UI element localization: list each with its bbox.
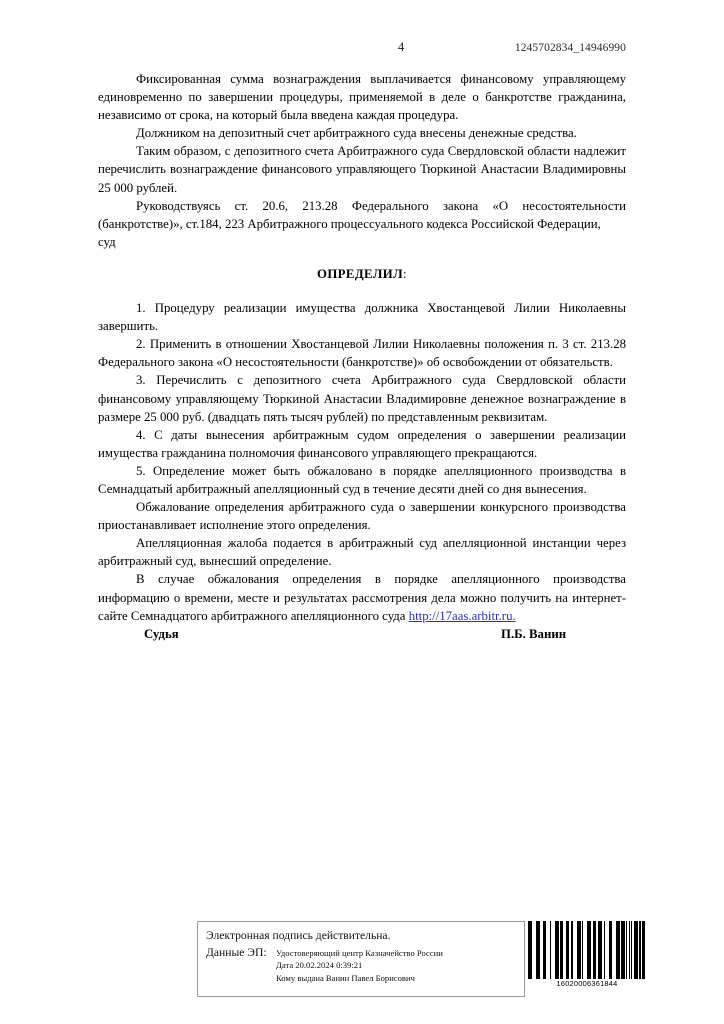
barcode-number: 16020006361844 bbox=[556, 979, 618, 988]
ruling-item-1: 1. Процедуру реализации имущества должника Хвостанцевой Лилии Николаевны завершить. bbox=[98, 301, 626, 334]
signature-title: Судья bbox=[144, 627, 179, 641]
stamp-authority: Удостоверяющий центр Казначейство России bbox=[276, 948, 443, 958]
paragraph-appeal-info bbox=[98, 570, 626, 624]
page-header bbox=[98, 38, 626, 56]
signature-block bbox=[98, 627, 626, 647]
stamp-issued-to: Кому выдана Ванин Павел Борисович bbox=[276, 972, 415, 983]
barcode bbox=[528, 921, 646, 997]
signature-name: П.Б. Ванин bbox=[501, 627, 567, 641]
paragraph-court-word: суд bbox=[98, 234, 116, 249]
ruling-item-4: 4. С даты вынесения арбитражным судом определения о завершении реализации имущества гражданина полномочия финансового управляющего прекращаются. bbox=[98, 427, 626, 460]
document-body bbox=[98, 70, 626, 625]
stamp-details bbox=[276, 947, 443, 984]
ruling-item-2: 2. Применить в отношении Хвостанцевой Лилии Николаевны положения п. 3 ст. 213.28 Федерального закона «О несостоятельности (банкротстве)» об освобождении от обязательств. bbox=[98, 337, 626, 370]
paragraph-fixed-fee: Фиксированная сумма вознаграждения выплачивается финансовому управляющему единовременно по завершении процедуры, применяемой в деле о банкротстве гражданина, независимо от срока, на который была введена каждая процедура. bbox=[98, 72, 626, 123]
ruling-heading-text: ОПРЕДЕЛИЛ bbox=[316, 266, 404, 281]
ruling-item-3: 3. Перечислить с депозитного счета Арбитражного суда Свердловской области финансовому управляющему Тюркиной Анастасии Владимировне денежное вознаграждение в размере 25 000 руб. (двадцать пять тысяч рублей) по представленным реквизитам. bbox=[98, 373, 626, 424]
stamp-data-label: Данные ЭП: bbox=[206, 946, 267, 959]
appeal-court-website-link[interactable]: http://17aas.arbitr.ru. bbox=[408, 608, 516, 623]
electronic-signature-stamp bbox=[197, 921, 525, 997]
ruling-heading bbox=[98, 265, 626, 283]
ruling-heading-colon: : bbox=[403, 266, 408, 281]
stamp-date: Дата 20.02.2024 0:39:21 bbox=[276, 960, 363, 971]
barcode-bars bbox=[528, 921, 646, 979]
paragraph-legal-basis: Руководствуясь ст. 20.6, 213.28 Федерального закона «О несостоятельности (банкротстве)», ст.184, 223 Арбитражного процессуального кодекса Российской Федерации, bbox=[98, 198, 626, 231]
appeal-info-text: В случае обжалования определения в порядке апелляционного производства информацию о времени, месте и результатах рассмотрения дела можно получить на интернет-сайте Семнадцатого арбитражного апелляционного суда bbox=[98, 572, 626, 623]
paragraph-appeal-suspension: Обжалование определения арбитражного суда о завершении конкурсного производства приостанавливает исполнение этого определения. bbox=[98, 500, 626, 533]
stamp-validity-text: Электронная подпись действительна. bbox=[206, 929, 391, 942]
paragraph-transfer-basis: Таким образом, с депозитного счета Арбитражного суда Свердловской области надлежит перечислить вознаграждение финансового управляющего Тюркиной Анастасии Владимировны 25 000 рублей. bbox=[98, 144, 626, 195]
paragraph-deposit: Должником на депозитный счет арбитражного суда внесены денежные средства. bbox=[136, 126, 577, 141]
document-id: 1245702834_14946990 bbox=[514, 42, 626, 54]
ruling-item-5: 5. Определение может быть обжаловано в порядке апелляционного производства в Семнадцатый арбитражный апелляционный суд в течение десяти дней со дня вынесения. bbox=[98, 463, 626, 496]
paragraph-appeal-filing: Апелляционная жалоба подается в арбитражный суд апелляционной инстанции через арбитражный суд, вынесший определение. bbox=[98, 536, 626, 569]
page-number: 4 bbox=[398, 40, 405, 54]
